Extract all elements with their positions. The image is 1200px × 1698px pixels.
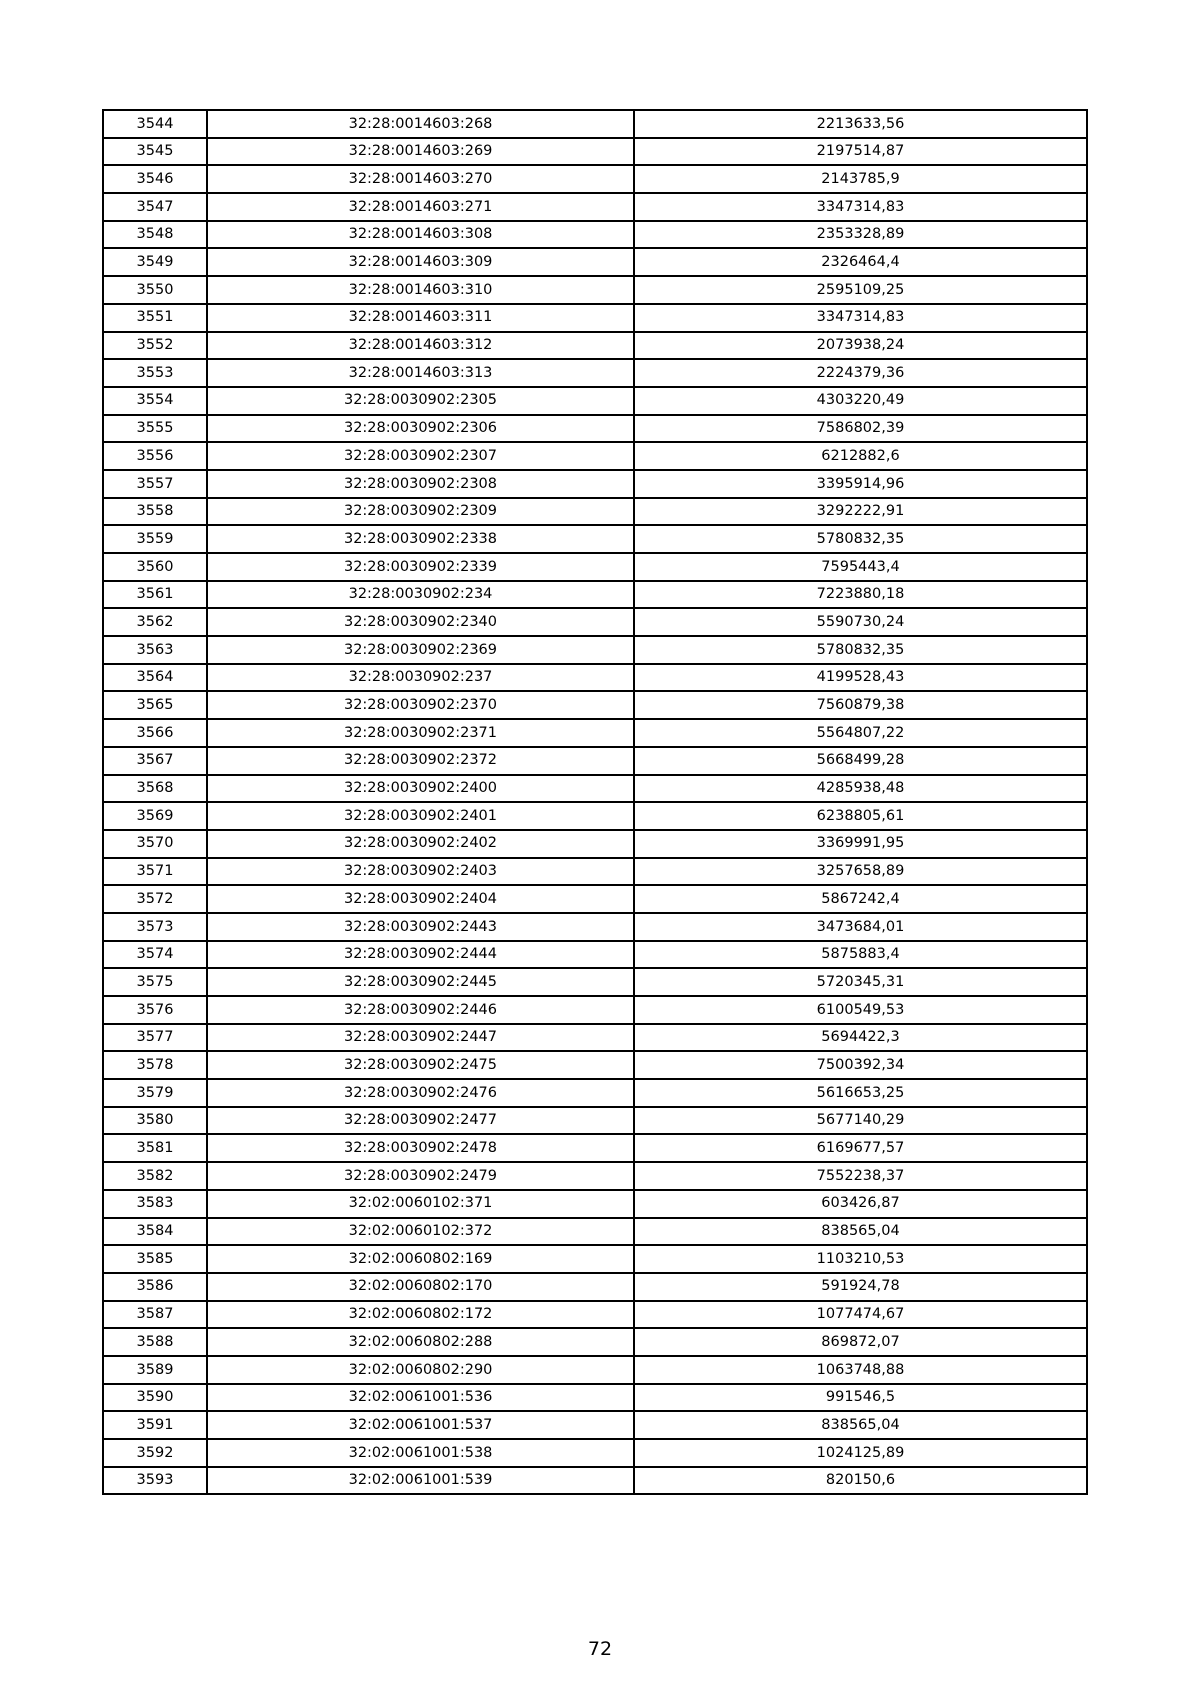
value-cell: 2197514,87	[634, 138, 1087, 166]
row-number-cell: 3562	[103, 608, 207, 636]
value-cell: 5720345,31	[634, 968, 1087, 996]
row-number-cell: 3576	[103, 996, 207, 1024]
value-cell: 6212882,6	[634, 442, 1087, 470]
value-cell: 2143785,9	[634, 165, 1087, 193]
cadastral-number-cell: 32:02:0060102:371	[207, 1190, 634, 1218]
cadastral-number-cell: 32:02:0060802:169	[207, 1245, 634, 1273]
row-number-cell: 3548	[103, 221, 207, 249]
row-number-cell: 3549	[103, 248, 207, 276]
row-number-cell: 3578	[103, 1051, 207, 1079]
row-number-cell: 3591	[103, 1411, 207, 1439]
table-row	[103, 359, 1087, 387]
table-row	[103, 248, 1087, 276]
table-row	[103, 1411, 1087, 1439]
cadastral-number-cell: 32:28:0030902:2476	[207, 1079, 634, 1107]
cadastral-number-cell: 32:28:0030902:2306	[207, 415, 634, 443]
cadastral-number-cell: 32:28:0030902:2444	[207, 941, 634, 969]
row-number-cell: 3585	[103, 1245, 207, 1273]
cadastral-number-cell: 32:02:0061001:538	[207, 1439, 634, 1467]
table-row	[103, 304, 1087, 332]
cadastral-number-cell: 32:28:0030902:2475	[207, 1051, 634, 1079]
row-number-cell: 3577	[103, 1024, 207, 1052]
table-row	[103, 193, 1087, 221]
table-row	[103, 1467, 1087, 1495]
table-row	[103, 941, 1087, 969]
value-cell: 2213633,56	[634, 110, 1087, 138]
value-cell: 4199528,43	[634, 664, 1087, 692]
cadastral-number-cell: 32:28:0030902:2370	[207, 691, 634, 719]
cadastral-number-cell: 32:28:0030902:2340	[207, 608, 634, 636]
table-row	[103, 221, 1087, 249]
row-number-cell: 3572	[103, 885, 207, 913]
cadastral-number-cell: 32:02:0061001:536	[207, 1384, 634, 1412]
table-row	[103, 1107, 1087, 1135]
row-number-cell: 3574	[103, 941, 207, 969]
cadastral-number-cell: 32:28:0030902:2446	[207, 996, 634, 1024]
row-number-cell: 3550	[103, 276, 207, 304]
row-number-cell: 3558	[103, 498, 207, 526]
cadastral-number-cell: 32:28:0030902:2479	[207, 1162, 634, 1190]
value-cell: 3292222,91	[634, 498, 1087, 526]
table-row	[103, 664, 1087, 692]
table-row	[103, 470, 1087, 498]
cadastral-number-cell: 32:28:0014603:311	[207, 304, 634, 332]
value-cell: 6169677,57	[634, 1134, 1087, 1162]
value-cell: 5590730,24	[634, 608, 1087, 636]
row-number-cell: 3586	[103, 1273, 207, 1301]
table-row	[103, 691, 1087, 719]
row-number-cell: 3575	[103, 968, 207, 996]
table-row	[103, 138, 1087, 166]
value-cell: 2326464,4	[634, 248, 1087, 276]
row-number-cell: 3545	[103, 138, 207, 166]
cadastral-number-cell: 32:28:0030902:2400	[207, 775, 634, 803]
row-number-cell: 3590	[103, 1384, 207, 1412]
table-body	[103, 110, 1087, 1494]
row-number-cell: 3553	[103, 359, 207, 387]
value-cell: 7595443,4	[634, 553, 1087, 581]
row-number-cell: 3568	[103, 775, 207, 803]
value-cell: 2224379,36	[634, 359, 1087, 387]
row-number-cell: 3587	[103, 1301, 207, 1329]
table-row	[103, 996, 1087, 1024]
table-row	[103, 387, 1087, 415]
cadastral-number-cell: 32:02:0060802:172	[207, 1301, 634, 1329]
table-row	[103, 442, 1087, 470]
row-number-cell: 3579	[103, 1079, 207, 1107]
row-number-cell: 3592	[103, 1439, 207, 1467]
cadastral-number-cell: 32:28:0030902:2445	[207, 968, 634, 996]
cadastral-number-cell: 32:28:0030902:2338	[207, 525, 634, 553]
value-cell: 591924,78	[634, 1273, 1087, 1301]
table-row	[103, 747, 1087, 775]
value-cell: 820150,6	[634, 1467, 1087, 1495]
row-number-cell: 3560	[103, 553, 207, 581]
value-cell: 3473684,01	[634, 913, 1087, 941]
row-number-cell: 3559	[103, 525, 207, 553]
table-row	[103, 165, 1087, 193]
table-row	[103, 1162, 1087, 1190]
value-cell: 869872,07	[634, 1328, 1087, 1356]
row-number-cell: 3584	[103, 1218, 207, 1246]
cadastral-number-cell: 32:28:0014603:308	[207, 221, 634, 249]
row-number-cell: 3557	[103, 470, 207, 498]
value-cell: 7223880,18	[634, 581, 1087, 609]
table-row	[103, 1273, 1087, 1301]
row-number-cell: 3571	[103, 858, 207, 886]
row-number-cell: 3589	[103, 1356, 207, 1384]
table-row	[103, 1190, 1087, 1218]
table-row	[103, 913, 1087, 941]
value-cell: 1024125,89	[634, 1439, 1087, 1467]
cadastral-number-cell: 32:28:0030902:2478	[207, 1134, 634, 1162]
cadastral-number-cell: 32:28:0030902:2308	[207, 470, 634, 498]
value-cell: 5875883,4	[634, 941, 1087, 969]
value-cell: 4303220,49	[634, 387, 1087, 415]
value-cell: 1077474,67	[634, 1301, 1087, 1329]
cadastral-number-cell: 32:28:0014603:309	[207, 248, 634, 276]
value-cell: 7560879,38	[634, 691, 1087, 719]
cadastral-number-cell: 32:02:0060802:290	[207, 1356, 634, 1384]
cadastral-number-cell: 32:28:0030902:2443	[207, 913, 634, 941]
table-row	[103, 608, 1087, 636]
cadastral-number-cell: 32:28:0030902:2369	[207, 636, 634, 664]
row-number-cell: 3580	[103, 1107, 207, 1135]
value-cell: 3347314,83	[634, 193, 1087, 221]
table-row	[103, 802, 1087, 830]
table-row	[103, 1301, 1087, 1329]
value-cell: 5616653,25	[634, 1079, 1087, 1107]
table-row	[103, 1384, 1087, 1412]
row-number-cell: 3546	[103, 165, 207, 193]
row-number-cell: 3573	[103, 913, 207, 941]
cadastral-number-cell: 32:28:0030902:237	[207, 664, 634, 692]
value-cell: 5668499,28	[634, 747, 1087, 775]
row-number-cell: 3555	[103, 415, 207, 443]
cadastral-number-cell: 32:02:0060102:372	[207, 1218, 634, 1246]
cadastral-number-cell: 32:28:0014603:312	[207, 332, 634, 360]
value-cell: 3257658,89	[634, 858, 1087, 886]
value-cell: 3347314,83	[634, 304, 1087, 332]
row-number-cell: 3569	[103, 802, 207, 830]
row-number-cell: 3554	[103, 387, 207, 415]
row-number-cell: 3593	[103, 1467, 207, 1495]
row-number-cell: 3565	[103, 691, 207, 719]
table-row	[103, 110, 1087, 138]
cadastral-number-cell: 32:28:0014603:268	[207, 110, 634, 138]
value-cell: 6100549,53	[634, 996, 1087, 1024]
table-row	[103, 332, 1087, 360]
value-cell: 5677140,29	[634, 1107, 1087, 1135]
table-row	[103, 1328, 1087, 1356]
cadastral-number-cell: 32:02:0060802:288	[207, 1328, 634, 1356]
value-cell: 991546,5	[634, 1384, 1087, 1412]
cadastral-number-cell: 32:28:0030902:2403	[207, 858, 634, 886]
cadastral-number-cell: 32:28:0030902:2402	[207, 830, 634, 858]
value-cell: 7552238,37	[634, 1162, 1087, 1190]
cadastral-number-cell: 32:28:0030902:2372	[207, 747, 634, 775]
row-number-cell: 3561	[103, 581, 207, 609]
row-number-cell: 3588	[103, 1328, 207, 1356]
table-row	[103, 830, 1087, 858]
cadastral-number-cell: 32:28:0014603:271	[207, 193, 634, 221]
row-number-cell: 3567	[103, 747, 207, 775]
value-cell: 2073938,24	[634, 332, 1087, 360]
value-cell: 6238805,61	[634, 802, 1087, 830]
value-cell: 3395914,96	[634, 470, 1087, 498]
table-row	[103, 498, 1087, 526]
value-cell: 4285938,48	[634, 775, 1087, 803]
cadastral-number-cell: 32:28:0014603:270	[207, 165, 634, 193]
cadastral-number-cell: 32:02:0061001:537	[207, 1411, 634, 1439]
table-row	[103, 719, 1087, 747]
table-row	[103, 581, 1087, 609]
table-row	[103, 1439, 1087, 1467]
row-number-cell: 3544	[103, 110, 207, 138]
table-row	[103, 1245, 1087, 1273]
table-row	[103, 1024, 1087, 1052]
value-cell: 5694422,3	[634, 1024, 1087, 1052]
value-cell: 7586802,39	[634, 415, 1087, 443]
value-cell: 5780832,35	[634, 636, 1087, 664]
cadastral-number-cell: 32:28:0030902:2309	[207, 498, 634, 526]
cadastral-number-cell: 32:28:0030902:2339	[207, 553, 634, 581]
value-cell: 3369991,95	[634, 830, 1087, 858]
cadastral-number-cell: 32:02:0060802:170	[207, 1273, 634, 1301]
cadastral-number-cell: 32:28:0030902:234	[207, 581, 634, 609]
cadastral-number-cell: 32:28:0030902:2401	[207, 802, 634, 830]
cadastral-number-cell: 32:28:0030902:2307	[207, 442, 634, 470]
page-number: 72	[587, 1638, 613, 1660]
table-row	[103, 553, 1087, 581]
cadastral-number-cell: 32:28:0030902:2447	[207, 1024, 634, 1052]
value-cell: 2595109,25	[634, 276, 1087, 304]
table-row	[103, 415, 1087, 443]
table-row	[103, 276, 1087, 304]
row-number-cell: 3563	[103, 636, 207, 664]
value-cell: 1063748,88	[634, 1356, 1087, 1384]
row-number-cell: 3583	[103, 1190, 207, 1218]
row-number-cell: 3552	[103, 332, 207, 360]
value-cell: 5867242,4	[634, 885, 1087, 913]
row-number-cell: 3570	[103, 830, 207, 858]
cadastral-value-table	[102, 109, 1088, 1495]
table-row	[103, 636, 1087, 664]
table-row	[103, 1051, 1087, 1079]
value-cell: 838565,04	[634, 1218, 1087, 1246]
value-cell: 838565,04	[634, 1411, 1087, 1439]
value-cell: 603426,87	[634, 1190, 1087, 1218]
table-row	[103, 968, 1087, 996]
cadastral-number-cell: 32:28:0030902:2477	[207, 1107, 634, 1135]
row-number-cell: 3566	[103, 719, 207, 747]
cadastral-number-cell: 32:02:0061001:539	[207, 1467, 634, 1495]
value-cell: 2353328,89	[634, 221, 1087, 249]
row-number-cell: 3581	[103, 1134, 207, 1162]
value-cell: 1103210,53	[634, 1245, 1087, 1273]
table-row	[103, 1134, 1087, 1162]
table-row	[103, 1356, 1087, 1384]
table-row	[103, 858, 1087, 886]
cadastral-number-cell: 32:28:0014603:310	[207, 276, 634, 304]
cadastral-number-cell: 32:28:0030902:2404	[207, 885, 634, 913]
row-number-cell: 3547	[103, 193, 207, 221]
table-row	[103, 775, 1087, 803]
cadastral-number-cell: 32:28:0014603:313	[207, 359, 634, 387]
cadastral-number-cell: 32:28:0030902:2305	[207, 387, 634, 415]
row-number-cell: 3582	[103, 1162, 207, 1190]
row-number-cell: 3551	[103, 304, 207, 332]
cadastral-number-cell: 32:28:0014603:269	[207, 138, 634, 166]
value-cell: 5780832,35	[634, 525, 1087, 553]
row-number-cell: 3556	[103, 442, 207, 470]
cadastral-number-cell: 32:28:0030902:2371	[207, 719, 634, 747]
table-row	[103, 1079, 1087, 1107]
value-cell: 7500392,34	[634, 1051, 1087, 1079]
table-row	[103, 1218, 1087, 1246]
row-number-cell: 3564	[103, 664, 207, 692]
table-row	[103, 525, 1087, 553]
value-cell: 5564807,22	[634, 719, 1087, 747]
table-row	[103, 885, 1087, 913]
